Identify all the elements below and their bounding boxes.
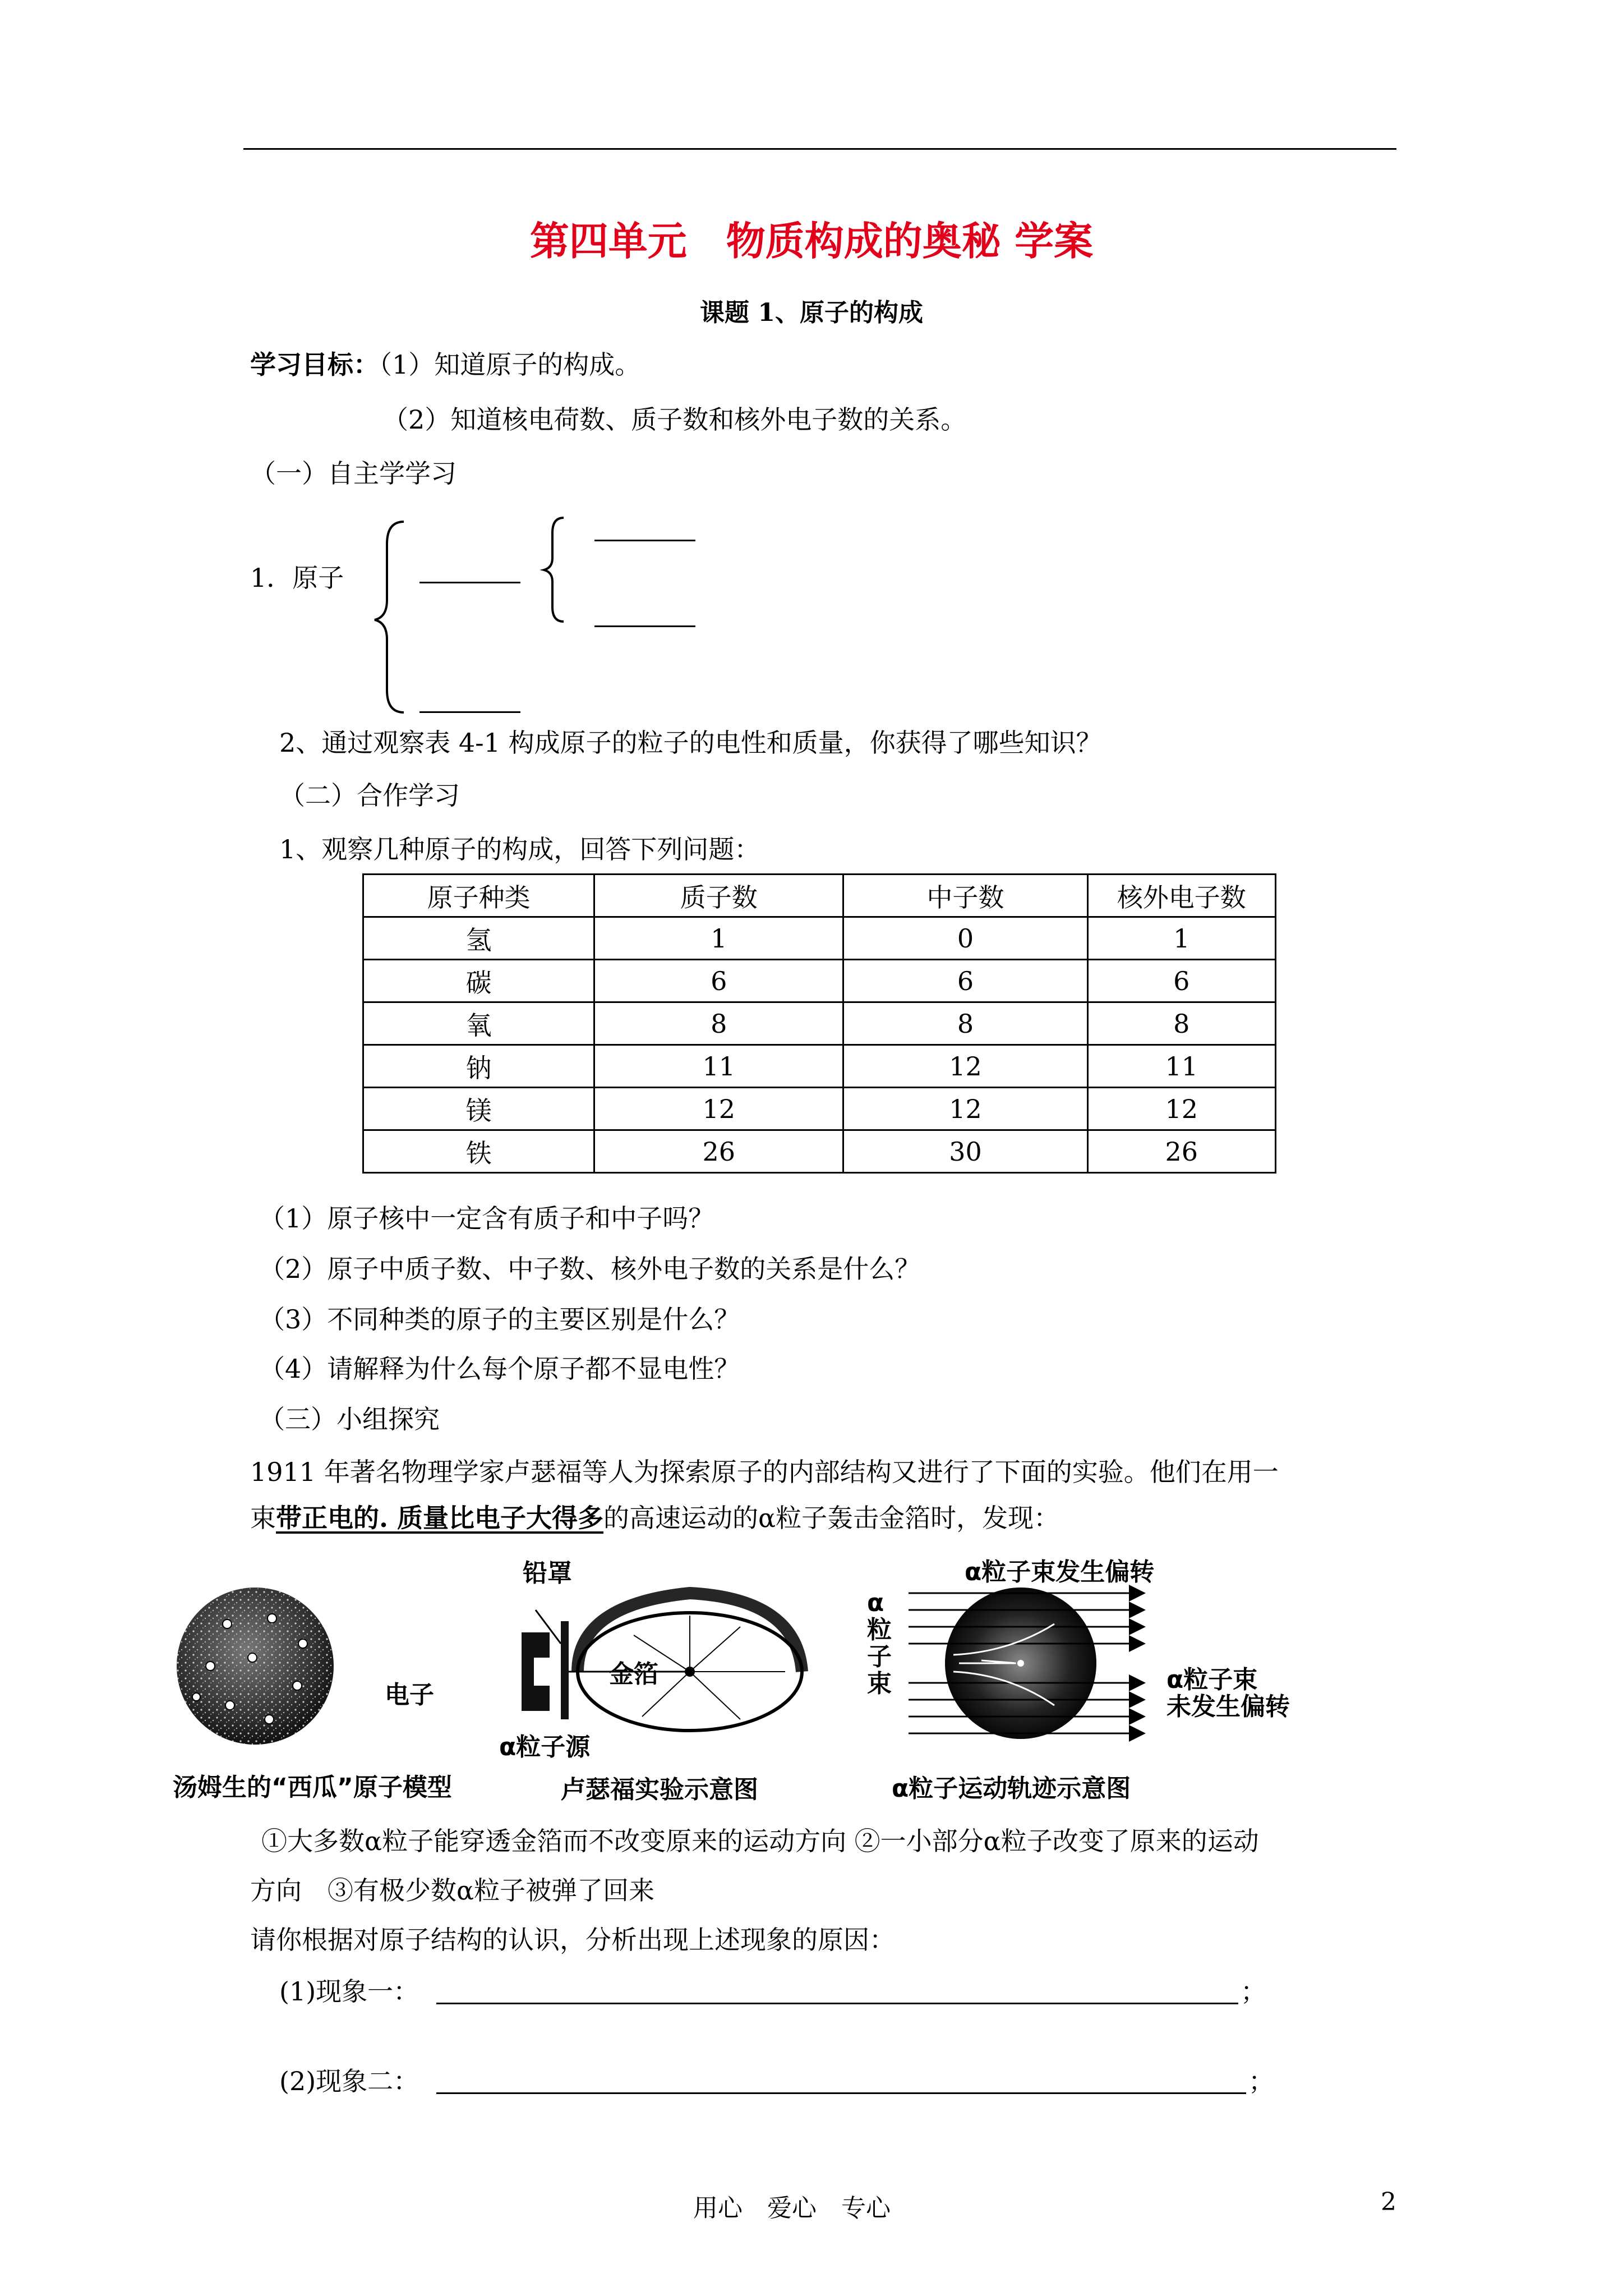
table-cell: 钠 bbox=[363, 1045, 594, 1088]
phenomenon-1-end: ； bbox=[1241, 1976, 1266, 2007]
experiment-paragraph-line-2 bbox=[250, 1501, 1059, 1535]
alpha-trajectory-figure bbox=[897, 1571, 1161, 1750]
table-row bbox=[363, 960, 1276, 1002]
figure3-caption: α粒子运动轨迹示意图 bbox=[892, 1774, 1131, 1803]
footer-motto: 用心 爱心 专心 bbox=[693, 2194, 891, 2223]
table-row bbox=[363, 917, 1276, 960]
phenomenon-2-answer-line[interactable] bbox=[436, 2092, 1246, 2094]
para-emphasis: 带正电的. 质量比电子大得多 bbox=[276, 1503, 604, 1533]
phenomenon-1-answer-line[interactable] bbox=[436, 2003, 1238, 2004]
phenomenon-2-end: ； bbox=[1248, 2066, 1274, 2096]
alpha-beam-char: α bbox=[867, 1589, 884, 1617]
question-2: （2）原子中质子数、中子数、核外电子数的关系是什么？ bbox=[259, 1254, 921, 1284]
objectives bbox=[250, 348, 640, 381]
observation-line-2: 方向 ③有极少数α粒子被弹了回来 bbox=[250, 1875, 655, 1906]
question-4: （4）请解释为什么每个原子都不显电性？ bbox=[259, 1354, 740, 1384]
table-header-row bbox=[363, 875, 1276, 917]
table-cell: 8 bbox=[843, 1002, 1087, 1045]
section1-heading: （一）自主学学习 bbox=[250, 458, 457, 489]
section3-heading: （三）小组探究 bbox=[259, 1404, 440, 1434]
analysis-prompt: 请你根据对原子结构的认识，分析出现上述现象的原因： bbox=[250, 1925, 895, 1955]
page-number: 2 bbox=[1381, 2188, 1396, 2216]
table-cell: 12 bbox=[843, 1045, 1087, 1088]
table-row bbox=[363, 1045, 1276, 1088]
table-cell: 8 bbox=[594, 1002, 843, 1045]
blank-nucleus[interactable] bbox=[419, 582, 520, 583]
inner-brace bbox=[544, 518, 564, 622]
blank-proton[interactable] bbox=[594, 540, 695, 541]
table-cell: 碳 bbox=[363, 960, 594, 1002]
electron-label: 电子 bbox=[385, 1681, 434, 1709]
table-cell: 氢 bbox=[363, 917, 594, 960]
table-cell: 26 bbox=[594, 1130, 843, 1173]
experiment-paragraph-line-1: 1911 年著名物理学家卢瑟福等人为探索原子的内部结构又进行了下面的实验。他们在用一 bbox=[250, 1457, 1279, 1487]
deflected-label: α粒子束发生偏转 bbox=[965, 1558, 1155, 1586]
watermelon-model-figure bbox=[168, 1582, 393, 1750]
table-cell: 0 bbox=[843, 917, 1087, 960]
lead-shield-label: 铅罩 bbox=[523, 1559, 572, 1588]
objective-1: （1）知道原子的构成。 bbox=[379, 349, 641, 380]
table-cell: 12 bbox=[1087, 1088, 1275, 1130]
table-cell: 铁 bbox=[363, 1130, 594, 1173]
table-cell: 氧 bbox=[363, 1002, 594, 1045]
phenomenon-2-label: (2)现象二： bbox=[279, 2066, 419, 2096]
alpha-source-label: α粒子源 bbox=[499, 1733, 591, 1761]
table-header: 质子数 bbox=[594, 875, 843, 917]
alpha-beam-char: 束 bbox=[867, 1669, 892, 1698]
figure1-caption: 汤姆生的“西瓜”原子模型 bbox=[173, 1773, 452, 1802]
table-cell: 30 bbox=[843, 1130, 1087, 1173]
phenomenon-1-label: (1)现象一： bbox=[279, 1976, 419, 2007]
table-cell: 12 bbox=[843, 1088, 1087, 1130]
undeflected-label-2: 未发生偏转 bbox=[1166, 1692, 1290, 1721]
page-title: 第四单元 物质构成的奥秘 学案 bbox=[529, 218, 1094, 264]
table-cell: 8 bbox=[1087, 1002, 1275, 1045]
page-subtitle: 课题 1、原子的构成 bbox=[700, 298, 923, 327]
observation-line-1: ①大多数α粒子能穿透金箔而不改变原来的运动方向 ②一小部分α粒子改变了原来的运动 bbox=[261, 1826, 1259, 1856]
para-post: 的高速运动的α粒子轰击金箔时，发现： bbox=[603, 1503, 1060, 1533]
table-cell: 26 bbox=[1087, 1130, 1275, 1173]
table-cell: 12 bbox=[594, 1088, 843, 1130]
atom-label: 1．原子 bbox=[250, 563, 344, 593]
table-header: 原子种类 bbox=[363, 875, 594, 917]
table-header: 核外电子数 bbox=[1087, 875, 1275, 917]
atom-composition-table bbox=[362, 873, 1276, 1174]
table-cell: 11 bbox=[594, 1045, 843, 1088]
table-cell: 11 bbox=[1087, 1045, 1275, 1088]
alpha-beam-vertical-label bbox=[867, 1590, 892, 1697]
header-rule bbox=[243, 148, 1396, 150]
question-3: （3）不同种类的原子的主要区别是什么？ bbox=[259, 1304, 740, 1335]
gold-foil-label: 金箔 bbox=[609, 1660, 658, 1688]
blank-neutron[interactable] bbox=[594, 625, 695, 627]
section2-question-1: 1、观察几种原子的构成，回答下列问题： bbox=[279, 834, 760, 864]
table-row bbox=[363, 1002, 1276, 1045]
table-cell: 6 bbox=[594, 960, 843, 1002]
table-cell: 6 bbox=[1087, 960, 1275, 1002]
table-row bbox=[363, 1130, 1276, 1173]
atom-structure-brackets bbox=[370, 516, 707, 718]
objective-2: （2）知道核电荷数、质子数和核外电子数的关系。 bbox=[382, 404, 967, 435]
alpha-beam-char: 粒 bbox=[867, 1616, 892, 1644]
outer-brace bbox=[375, 522, 404, 712]
table-cell: 1 bbox=[1087, 917, 1275, 960]
undeflected-label-1: α粒子束 bbox=[1166, 1665, 1258, 1694]
table-header: 中子数 bbox=[843, 875, 1087, 917]
table-row bbox=[363, 1088, 1276, 1130]
figure2-caption: 卢瑟福实验示意图 bbox=[561, 1775, 758, 1804]
table-cell: 6 bbox=[843, 960, 1087, 1002]
section2-heading: （二）合作学习 bbox=[279, 780, 460, 811]
table-cell: 1 bbox=[594, 917, 843, 960]
section1-question-2: 2、通过观察表 4-1 构成原子的粒子的电性和质量，你获得了哪些知识？ bbox=[279, 728, 1102, 758]
question-1: （1）原子核中一定含有质子和中子吗？ bbox=[259, 1203, 714, 1234]
objectives-label: 学习目标： bbox=[250, 349, 379, 380]
para-pre: 束 bbox=[250, 1503, 276, 1533]
blank-electron[interactable] bbox=[419, 711, 520, 713]
alpha-beam-char: 子 bbox=[867, 1642, 892, 1671]
table-cell: 镁 bbox=[363, 1088, 594, 1130]
